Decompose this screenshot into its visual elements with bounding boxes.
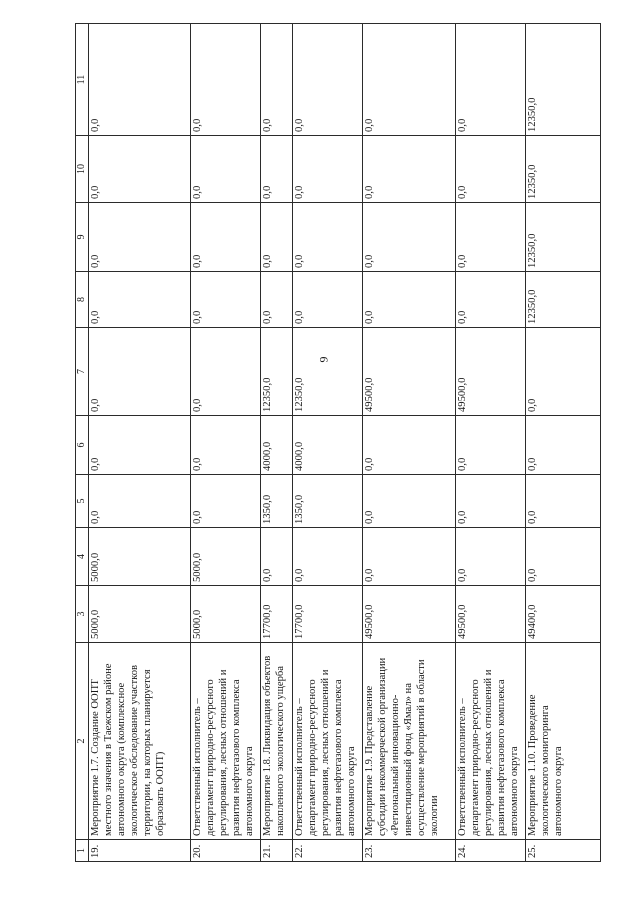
- value-cell: 0,0: [191, 203, 261, 272]
- value-cell: 0,0: [89, 136, 191, 203]
- value-cell: 0,0: [293, 203, 363, 272]
- value-cell: 0,0: [191, 272, 261, 328]
- value-cell: 49500,0: [456, 328, 526, 416]
- value-cell: 0,0: [456, 24, 526, 136]
- value-cell: 0,0: [89, 475, 191, 528]
- value-cell: 0,0: [191, 328, 261, 416]
- row-number: 22.: [293, 840, 363, 862]
- table-row: [363, 24, 456, 862]
- value-cell: 0,0: [526, 328, 601, 416]
- value-cell: 0,0: [191, 475, 261, 528]
- row-number: 19.: [89, 840, 191, 862]
- header-row: [76, 24, 89, 862]
- row-number: 24.: [456, 840, 526, 862]
- value-cell: 0,0: [526, 528, 601, 586]
- value-cell: 0,0: [293, 272, 363, 328]
- value-cell: 4000,0: [293, 416, 363, 475]
- value-cell: 0,0: [261, 528, 293, 586]
- value-cell: 12350,0: [526, 272, 601, 328]
- value-cell: 49500,0: [363, 328, 456, 416]
- value-cell: 0,0: [293, 24, 363, 136]
- value-cell: 5000,0: [89, 586, 191, 643]
- table-row: [191, 24, 261, 862]
- header-cell: 3: [76, 586, 89, 643]
- value-cell: 5000,0: [191, 528, 261, 586]
- row-number: 23.: [363, 840, 456, 862]
- value-cell: 4000,0: [261, 416, 293, 475]
- row-description: Ответственный исполнитель – департамент природно-ресурсного регулирования, лесных отношений и развития нефтегазового комплекса автономного округа: [191, 643, 261, 840]
- header-cell: 4: [76, 528, 89, 586]
- table-row: [456, 24, 526, 862]
- value-cell: 12350,0: [526, 136, 601, 203]
- value-cell: 0,0: [261, 203, 293, 272]
- value-cell: 17700,0: [261, 586, 293, 643]
- value-cell: 0,0: [89, 24, 191, 136]
- value-cell: 49400,0: [526, 586, 601, 643]
- value-cell: 0,0: [363, 528, 456, 586]
- value-cell: 49500,0: [363, 586, 456, 643]
- value-cell: 5000,0: [191, 586, 261, 643]
- value-cell: 0,0: [456, 416, 526, 475]
- value-cell: 0,0: [456, 203, 526, 272]
- value-cell: 0,0: [89, 328, 191, 416]
- value-cell: 0,0: [363, 416, 456, 475]
- value-cell: 0,0: [363, 272, 456, 328]
- rotated-table-container: [75, 24, 565, 862]
- table-row: [293, 24, 363, 862]
- row-number: 21.: [261, 840, 293, 862]
- row-number: 20.: [191, 840, 261, 862]
- header-cell: 10: [76, 136, 89, 203]
- value-cell: 0,0: [89, 203, 191, 272]
- value-cell: 0,0: [293, 136, 363, 203]
- value-cell: 0,0: [363, 475, 456, 528]
- row-description: Мероприятие 1.9. Представление субсидии некоммерческой организации «Региональный инновационно-инвестиционный фонд «Ямал» на осуществление мероприятий в области экологии: [363, 643, 456, 840]
- value-cell: 49500,0: [456, 586, 526, 643]
- value-cell: 0,0: [363, 203, 456, 272]
- value-cell: 0,0: [456, 475, 526, 528]
- value-cell: 1350,0: [293, 475, 363, 528]
- header-cell: 11: [76, 24, 89, 136]
- page-number: 9: [316, 356, 331, 363]
- value-cell: 0,0: [261, 272, 293, 328]
- value-cell: 12350,0: [526, 24, 601, 136]
- table-row: [89, 24, 191, 862]
- header-cell: 1: [76, 840, 89, 862]
- header-cell: 6: [76, 416, 89, 475]
- value-cell: 0,0: [456, 272, 526, 328]
- row-description: Ответственный исполнитель – департамент природно-ресурсного регулирования, лесных отношений и развития нефтегазового комплекса автономного округа: [456, 643, 526, 840]
- value-cell: 5000,0: [89, 528, 191, 586]
- row-description: Мероприятие 1.7. Создание ООПТ местного значения в Таежском районе автономного округа (комплексное экологическое обследование участков территории, на которых планируется образовать ООПТ): [89, 643, 191, 840]
- row-description: Мероприятие 1.8. Ликвидация объектов накопленного экологического ущерба: [261, 643, 293, 840]
- value-cell: 0,0: [526, 475, 601, 528]
- table-row: [261, 24, 293, 862]
- value-cell: 0,0: [363, 24, 456, 136]
- value-cell: 0,0: [89, 272, 191, 328]
- table-row: [526, 24, 601, 862]
- value-cell: 0,0: [191, 416, 261, 475]
- value-cell: 17700,0: [293, 586, 363, 643]
- header-cell: 9: [76, 203, 89, 272]
- header-cell: 2: [76, 643, 89, 840]
- value-cell: 0,0: [363, 136, 456, 203]
- row-description: Ответственный исполнитель – департамент природно-ресурсного регулирования, лесных отношений и развития нефтегазового комплекса автономного округа: [293, 643, 363, 840]
- header-cell: 7: [76, 328, 89, 416]
- value-cell: 0,0: [293, 528, 363, 586]
- header-cell: 5: [76, 475, 89, 528]
- value-cell: 0,0: [456, 136, 526, 203]
- value-cell: 0,0: [261, 24, 293, 136]
- value-cell: 0,0: [526, 416, 601, 475]
- header-cell: 8: [76, 272, 89, 328]
- row-number: 25.: [526, 840, 601, 862]
- value-cell: 0,0: [456, 528, 526, 586]
- value-cell: 1350,0: [261, 475, 293, 528]
- value-cell: 12350,0: [293, 328, 363, 416]
- value-cell: 12350,0: [526, 203, 601, 272]
- value-cell: 0,0: [191, 136, 261, 203]
- value-cell: 0,0: [261, 136, 293, 203]
- row-description: Мероприятие 1.10. Проведение экологического мониторинга автономного округа: [526, 643, 601, 840]
- value-cell: 0,0: [191, 24, 261, 136]
- value-cell: 0,0: [89, 416, 191, 475]
- value-cell: 12350,0: [261, 328, 293, 416]
- budget-table: [75, 23, 601, 862]
